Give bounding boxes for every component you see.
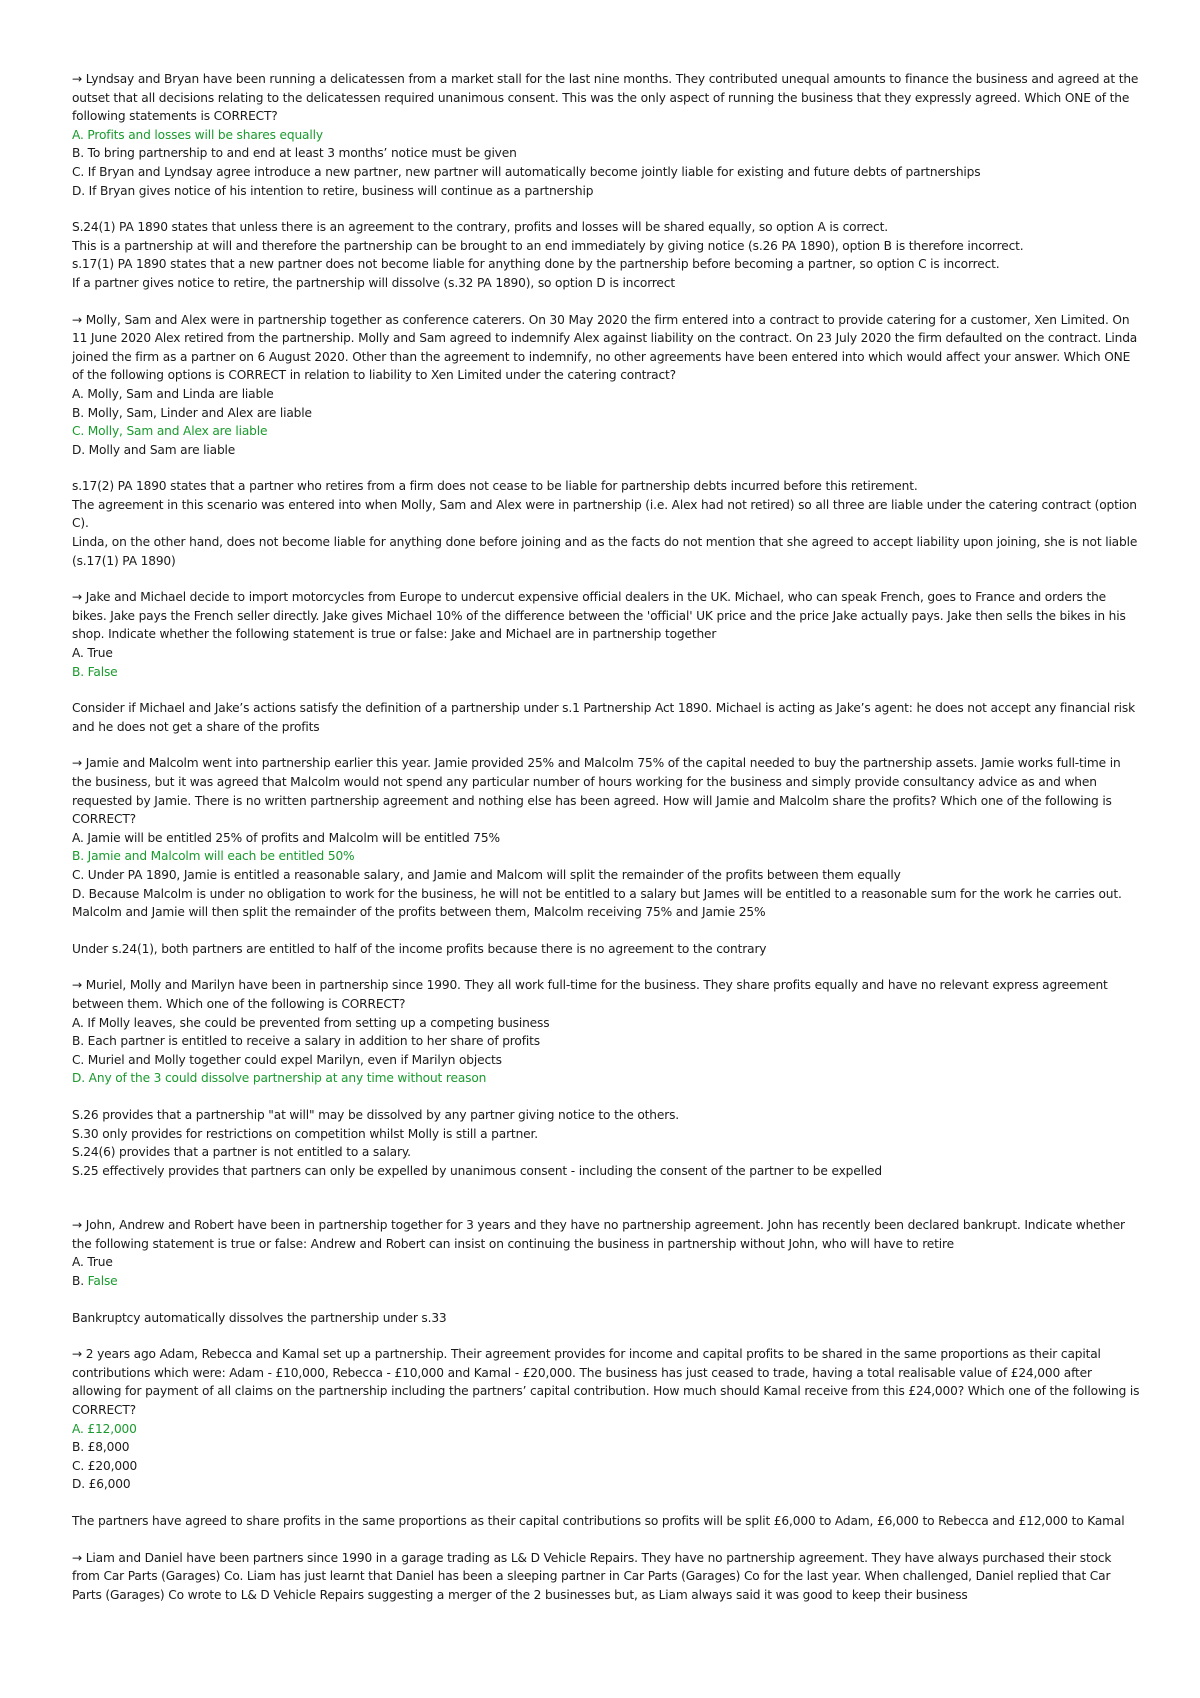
paragraph-spacer [72,200,1142,218]
answer-option: D. £6,000 [72,1477,131,1492]
explanation-text: If a partner gives notice to retire, the partnership will dissolve (s.32 PA 1890), so option D is incorrect [72,275,675,290]
explanation-text: Bankruptcy automatically dissolves the partnership under s.33 [72,1310,447,1325]
answer-option: D. If Bryan gives notice of his intention to retire, business will continue as a partnership [72,183,594,198]
question-text: → 2 years ago Adam, Rebecca and Kamal set up a partnership. Their agreement provides for income and capital profits to be shared in the same proportions as their capital contributions which were: Adam - £10,000, Rebecca - £10,000 and Kamal - £20,000. The business has just ceased to trade, having a total realisable value of £24,000 after allowing for payment of all claims on the partnership including the partners’ capital contribution. How much should Kamal receive from this £24,000? Which one of the following is CORRECT? [72,1347,1140,1418]
paragraph-spacer [72,1291,1142,1309]
paragraph-spacer [72,681,1142,699]
correct-answer-option: A. £12,000 [72,1421,137,1436]
explanation-text: Under s.24(1), both partners are entitled to half of the income profits because there is no agreement to the contrary [72,941,767,956]
answer-option [72,1272,1142,1291]
paragraph-spacer [72,1531,1142,1549]
answer-option: B. £8,000 [72,1440,130,1455]
question-text: → John, Andrew and Robert have been in partnership together for 3 years and they have no partnership agreement. John has recently been declared bankrupt. Indicate whether the following statement is true or false: Andrew and Robert can insist on continuing the business in partnership without John, who will have to retire [72,1218,1125,1251]
answer-option: A. True [72,1255,113,1270]
answer-option: D. Because Malcolm is under no obligation to work for the business, he will not be entitled to a salary but James will be entitled to a reasonable sum for the work he carries out. Malcolm and Jamie will then split the remainder of the profits between them, Malcolm receiving 75% and Jamie 25% [72,886,1122,920]
answer-option: A. True [72,646,113,661]
correct-answer-option: C. Molly, Sam and Alex are liable [72,424,268,439]
paragraph-spacer [72,958,1142,976]
answer-option: C. If Bryan and Lyndsay agree introduce a new partner, new partner will automatically become jointly liable for existing and future debts of partnerships [72,164,981,179]
explanation-text: Consider if Michael and Jake’s actions satisfy the definition of a partnership under s.1 Partnership Act 1890. Michael is acting as Jake’s agent: he does not accept any financial risk and he does not get a share of the profits [72,701,1136,734]
question-text: → Molly, Sam and Alex were in partnership together as conference caterers. On 30 May 2020 the firm entered into a contract to provide catering for a customer, Xen Limited. On 11 June 2020 Alex retired from the partnership. Molly and Sam agreed to indemnify Alex against liability on the contract. On 23 July 2020 the firm defaulted on the contract. Linda joined the firm as a partner on 6 August 2020. Other than the agreement to indemnify, no other agreements have been entered into which would affect your answer. Which ONE of the following options is CORRECT in relation to liability to Xen Limited under the catering contract? [72,312,1138,383]
answer-option: A. Jamie will be entitled 25% of profits and Malcolm will be entitled 75% [72,830,500,845]
explanation-text: s.17(1) PA 1890 states that a new partner does not become liable for anything done by the partnership before becoming a partner, so option C is incorrect. [72,257,1000,272]
paragraph-spacer [72,922,1142,940]
answer-option: D. Molly and Sam are liable [72,442,236,457]
paragraph-spacer [72,293,1142,311]
correct-answer-text: False [87,1274,118,1289]
answer-option: B. Each partner is entitled to receive a salary in addition to her share of profits [72,1034,540,1049]
answer-option: C. Muriel and Molly together could expel Marilyn, even if Marilyn objects [72,1052,502,1067]
answer-option: A. If Molly leaves, she could be prevented from setting up a competing business [72,1015,550,1030]
paragraph-spacer [72,459,1142,477]
paragraph-spacer [72,736,1142,754]
question-text: → Liam and Daniel have been partners since 1990 in a garage trading as L& D Vehicle Repairs. They have no partnership agreement. They have always purchased their stock from Car Parts (Garages) Co. Liam has just learnt that Daniel has been a sleeping partner in Car Parts (Garages) Co for the last year. When challenged, Daniel replied that Car Parts (Garages) Co wrote to L& D Vehicle Repairs suggesting a merger of the 2 businesses but, as Liam always said it was good to keep their business [72,1550,1112,1602]
explanation-text: S.24(1) PA 1890 states that unless there is an agreement to the contrary, profits and losses will be shared equally, so option A is correct. [72,220,888,235]
answer-option: C. £20,000 [72,1458,138,1473]
document-page [72,70,1142,1604]
question-text: → Jake and Michael decide to import motorcycles from Europe to undercut expensive official dealers in the UK. Michael, who can speak French, goes to France and orders the bikes. Jake pays the French seller directly. Jake gives Michael 10% of the difference between the 'official' UK price and the price Jake actually pays. Jake then sells the bikes in his shop. Indicate whether the following statement is true or false: Jake and Michael are in partnership together [72,590,1126,642]
option-letter: B. [72,1274,88,1289]
answer-option: B. To bring partnership to and end at least 3 months’ notice must be given [72,146,517,161]
question-text: → Lyndsay and Bryan have been running a delicatessen from a market stall for the last nine months. They contributed unequal amounts to finance the business and agreed at the outset that all decisions relating to the delicatessen required unanimous consent. This was the only aspect of running the business that they expressly agreed. Which ONE of the following statements is CORRECT? [72,72,1139,124]
explanation-text: The partners have agreed to share profits in the same proportions as their capital contributions so profits will be split £6,000 to Adam, £6,000 to Rebecca and £12,000 to Kamal [72,1514,1125,1528]
correct-answer-option: B. False [72,664,118,679]
explanation-text: s.17(2) PA 1890 states that a partner who retires from a firm does not cease to be liable for partnership debts incurred before this retirement. [72,479,918,494]
paragraph-spacer [72,1088,1142,1106]
paragraph-spacer [72,1327,1142,1345]
question-text: → Jamie and Malcolm went into partnership earlier this year. Jamie provided 25% and Malcolm 75% of the capital needed to buy the partnership assets. Jamie works full-time in the business, but it was agreed that Malcolm would not spend any particular number of hours working for the business and simply provide consultancy advice as and when requested by Jamie. There is no written partnership agreement and nothing else has been agreed. How will Jamie and Malcolm share the profits? Which one of the following is CORRECT? [72,756,1121,827]
paragraph-spacer [72,1180,1142,1216]
paragraph-spacer [72,1494,1142,1512]
answer-option: C. Under PA 1890, Jamie is entitled a reasonable salary, and Jamie and Malcom will split the remainder of the profits between them equally [72,867,901,882]
explanation-text: This is a partnership at will and therefore the partnership can be brought to an end immediately by giving notice (s.26 PA 1890), option B is therefore incorrect. [72,238,1024,253]
correct-answer-option: D. Any of the 3 could dissolve partnership at any time without reason [72,1071,487,1086]
explanation-text: S.30 only provides for restrictions on competition whilst Molly is still a partner. [72,1126,538,1141]
explanation-text: Linda, on the other hand, does not become liable for anything done before joining and as the facts do not mention that she agreed to accept liability upon joining, she is not liable (s.17(1) PA 1890) [72,535,1138,568]
question-text: → Muriel, Molly and Marilyn have been in partnership since 1990. They all work full-time for the business. They share profits equally and have no relevant express agreement between them. Which one of the following is CORRECT? [72,978,1108,1011]
explanation-text: The agreement in this scenario was entered into when Molly, Sam and Alex were in partnership (i.e. Alex had not retired) so all three are liable under the catering contract (option C). [72,497,1137,531]
explanation-text: S.24(6) provides that a partner is not entitled to a salary. [72,1145,411,1160]
paragraph-spacer [72,570,1142,588]
correct-answer-option: B. Jamie and Malcolm will each be entitled 50% [72,849,355,864]
explanation-text: S.25 effectively provides that partners can only be expelled by unanimous consent - including the consent of the partner to be expelled [72,1163,882,1178]
answer-option: A. Molly, Sam and Linda are liable [72,386,274,401]
answer-option: B. Molly, Sam, Linder and Alex are liable [72,405,312,420]
explanation-text: S.26 provides that a partnership "at will" may be dissolved by any partner giving notice to the others. [72,1107,680,1122]
correct-answer-option: A. Profits and losses will be shares equally [72,127,323,142]
